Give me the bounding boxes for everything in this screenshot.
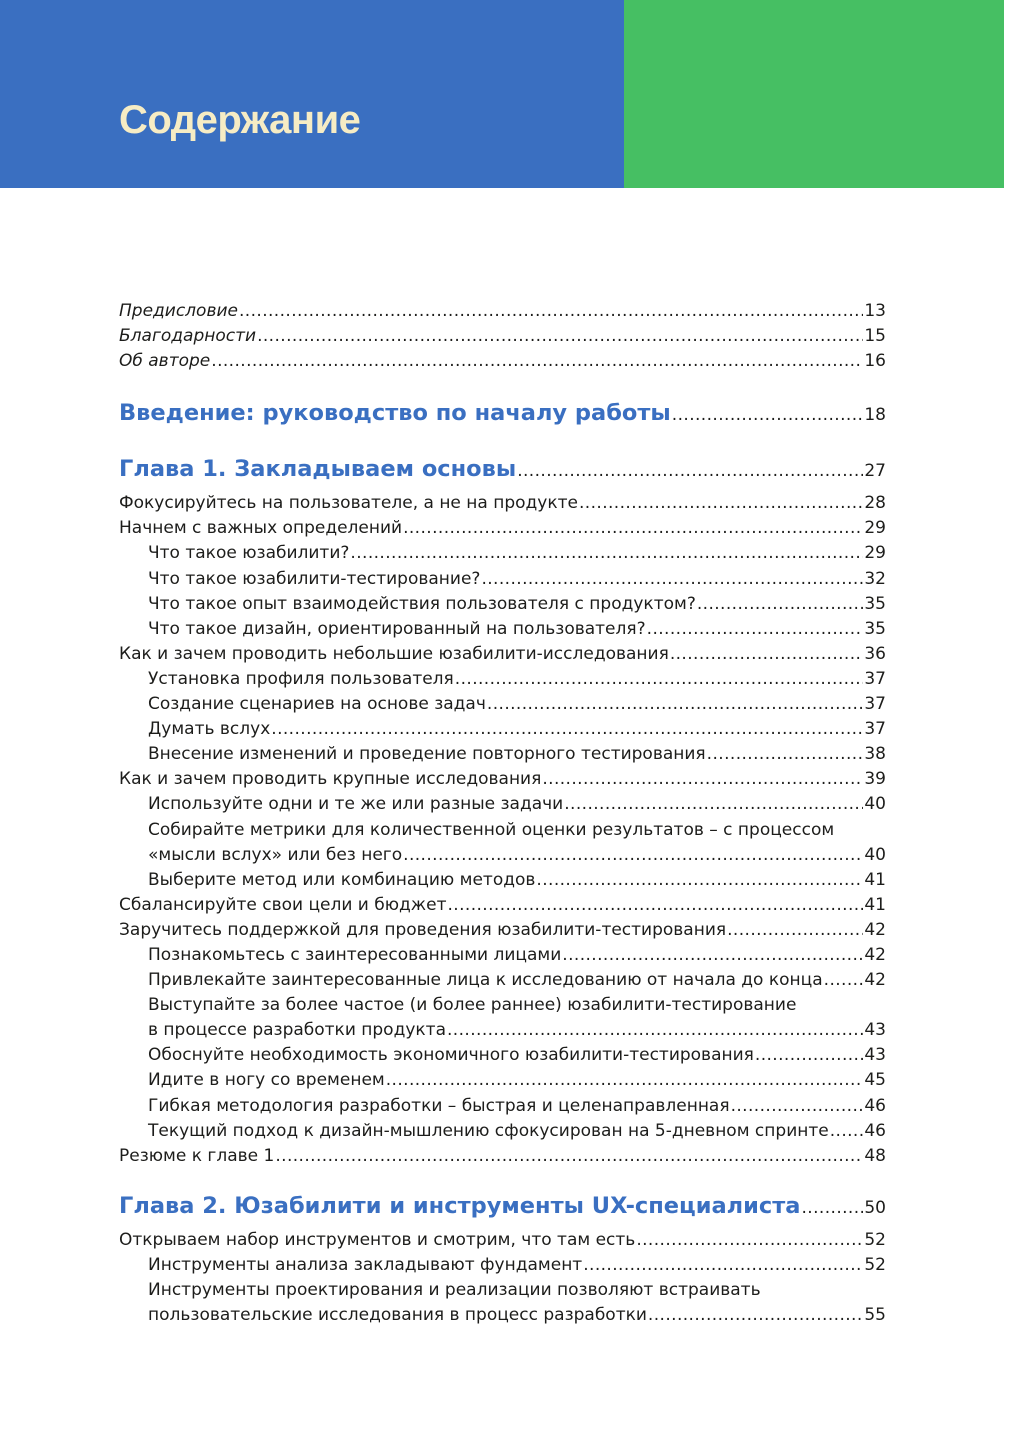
toc-entry-label: Открываем набор инструментов и смотрим, что там есть [119,1229,636,1250]
toc-entry-label: Создание сценариев на основе задач [148,694,486,715]
toc-entry-label: Что такое юзабилити-тестирование? [148,568,481,589]
toc-page-number: 40 [864,844,886,865]
toc-page-number: 18 [864,405,886,426]
toc-subentry[interactable] [119,592,886,617]
toc-entry-label: Гибкая методология разработки – быстрая и целенаправленная [148,1095,730,1116]
toc-page-number: 46 [864,1095,886,1116]
toc-page-number: 36 [864,643,886,664]
toc-subentry[interactable] [119,1094,886,1119]
table-of-contents [119,299,886,1328]
toc-page-number: 52 [864,1229,886,1250]
toc-subentry-line[interactable]: Инструменты проектирования и реализации позволяют встраивать [148,1280,761,1300]
toc-entry-label: Что такое юзабилити? [148,543,350,564]
toc-entry-label: Текущий подход к дизайн-мышлению сфокусирован на 5-дневном спринте [148,1120,829,1141]
toc-entry-label: Инструменты анализа закладывают фундамент [148,1254,583,1275]
toc-page-number: 48 [864,1145,886,1166]
toc-entry-label: Фокусируйтесь на пользователе, а не на продукте [119,493,578,514]
toc-subentry-line[interactable]: Выступайте за более частое (и более раннее) юзабилити-тестирование [148,995,797,1016]
toc-page-number: 39 [864,769,886,790]
toc-entry-label: «мысли вслух» или без него [148,844,403,865]
toc-entry-label: Познакомьтесь с заинтересованными лицами [148,944,562,965]
toc-page-number: 28 [864,493,886,514]
toc-entry-label: Привлекайте заинтересованные лица к исследованию от начала до конца [148,970,823,991]
toc-entry-label: Внесение изменений и проведение повторного тестирования [148,744,706,765]
toc-subentry[interactable] [119,667,886,692]
toc-subentry[interactable] [119,1253,886,1278]
toc-chapter-2[interactable] [119,1191,886,1223]
toc-subentry[interactable] [119,843,886,868]
toc-page-number: 46 [864,1120,886,1141]
toc-entry-label: Предисловие [119,301,238,321]
toc-entry-label: Установка профиля пользователя [148,668,454,689]
toc-entry-label: Как и зачем проводить крупные исследования [119,769,542,790]
header-band-blue [0,0,624,188]
toc-entry-label: пользовательские исследования в процесс разработки [148,1305,647,1326]
toc-page-number: 13 [864,301,886,321]
toc-subentry[interactable] [119,567,886,592]
toc-entry[interactable] [119,918,886,943]
toc-chapter-title: Глава 1. Закладываем основы [119,456,517,483]
toc-subentry[interactable] [119,943,886,968]
toc-entry[interactable] [119,516,886,541]
toc-page-number: 35 [864,618,886,639]
toc-page-number: 15 [864,326,886,347]
toc-subentry[interactable] [119,1043,886,1068]
toc-entry-label: Как и зачем проводить небольшие юзабилити-исследования [119,643,669,664]
toc-page-number: 29 [864,518,886,539]
page-title: Содержание [119,98,361,142]
toc-page-number: 27 [864,461,886,482]
toc-chapter-1[interactable] [119,454,886,486]
toc-entry[interactable] [119,1228,886,1253]
toc-entry-label: в процессе разработки продукта [148,1020,446,1041]
toc-entry-label: Благодарности [119,326,257,347]
toc-subentry-line[interactable]: Собирайте метрики для количественной оценки результатов – с процессом [148,819,835,840]
toc-page-number: 37 [864,668,886,689]
toc-entry-label: Заручитесь поддержкой для проведения юзабилити-тестирования [119,919,727,940]
toc-subentry[interactable] [119,792,886,817]
toc-subentry[interactable] [119,1068,886,1093]
toc-page-number: 29 [864,543,886,564]
toc-subentry[interactable] [119,692,886,717]
toc-entry[interactable] [119,642,886,667]
toc-subentry[interactable] [119,1018,886,1043]
toc-entry-label: Выберите метод или комбинацию методов [148,869,536,890]
toc-entry-label: Что такое опыт взаимодействия пользователя с продуктом? [148,593,696,614]
toc-subentry[interactable] [119,1303,886,1328]
toc-page-number: 40 [864,794,886,815]
toc-entry-acknowledgements[interactable] [119,324,886,349]
toc-entry-label: Начнем с важных определений [119,518,403,539]
toc-entry-label: Обоснуйте необходимость экономичного юзабилити-тестирования [148,1045,754,1066]
toc-chapter-title: Глава 2. Юзабилити и инструменты UX-специалиста [119,1192,801,1219]
toc-page-number: 43 [864,1020,886,1041]
toc-subentry[interactable] [119,541,886,566]
toc-entry-label: Идите в ногу со временем [148,1070,385,1091]
toc-page-number: 42 [864,944,886,965]
toc-subentry[interactable] [119,1119,886,1144]
toc-page-number: 52 [864,1254,886,1275]
toc-entry-label: Что такое дизайн, ориентированный на пользователя? [148,618,646,639]
toc-entry[interactable] [119,1144,886,1169]
toc-entry-label: Резюме к главе 1 [119,1145,275,1166]
toc-subentry[interactable] [119,742,886,767]
toc-page-number: 43 [864,1045,886,1066]
toc-page-number: 41 [864,894,886,915]
toc-entry-label: Сбалансируйте свои цели и бюджет [119,894,447,915]
toc-entry-label: Думать вслух [148,719,271,740]
header-band-green [624,0,1004,188]
toc-subentry[interactable] [119,717,886,742]
toc-entry-label: Используйте одни и те же или разные задачи [148,794,564,815]
toc-chapter-title: Введение: руководство по началу работы [119,400,671,427]
toc-subentry[interactable] [119,968,886,993]
toc-page-number: 35 [864,593,886,614]
toc-entry-about-author[interactable] [119,349,886,374]
toc-entry[interactable] [119,491,886,516]
toc-entry[interactable] [119,893,886,918]
toc-chapter-introduction[interactable] [119,398,886,430]
toc-page-number: 38 [864,744,886,765]
toc-page-number: 55 [864,1305,886,1326]
toc-subentry[interactable] [119,617,886,642]
toc-entry-preface[interactable] [119,299,886,324]
toc-page-number: 42 [864,970,886,991]
toc-page-number: 32 [864,568,886,589]
toc-page-number: 42 [864,919,886,940]
toc-page-number: 41 [864,869,886,890]
toc-page-number: 45 [864,1070,886,1091]
toc-entry[interactable] [119,767,886,792]
toc-subentry[interactable] [119,868,886,893]
toc-page-number: 37 [864,694,886,715]
toc-page-number: 37 [864,719,886,740]
toc-entry-label: Об авторе [119,351,211,372]
toc-page-number: 50 [864,1197,886,1218]
toc-page-number: 16 [864,351,886,372]
